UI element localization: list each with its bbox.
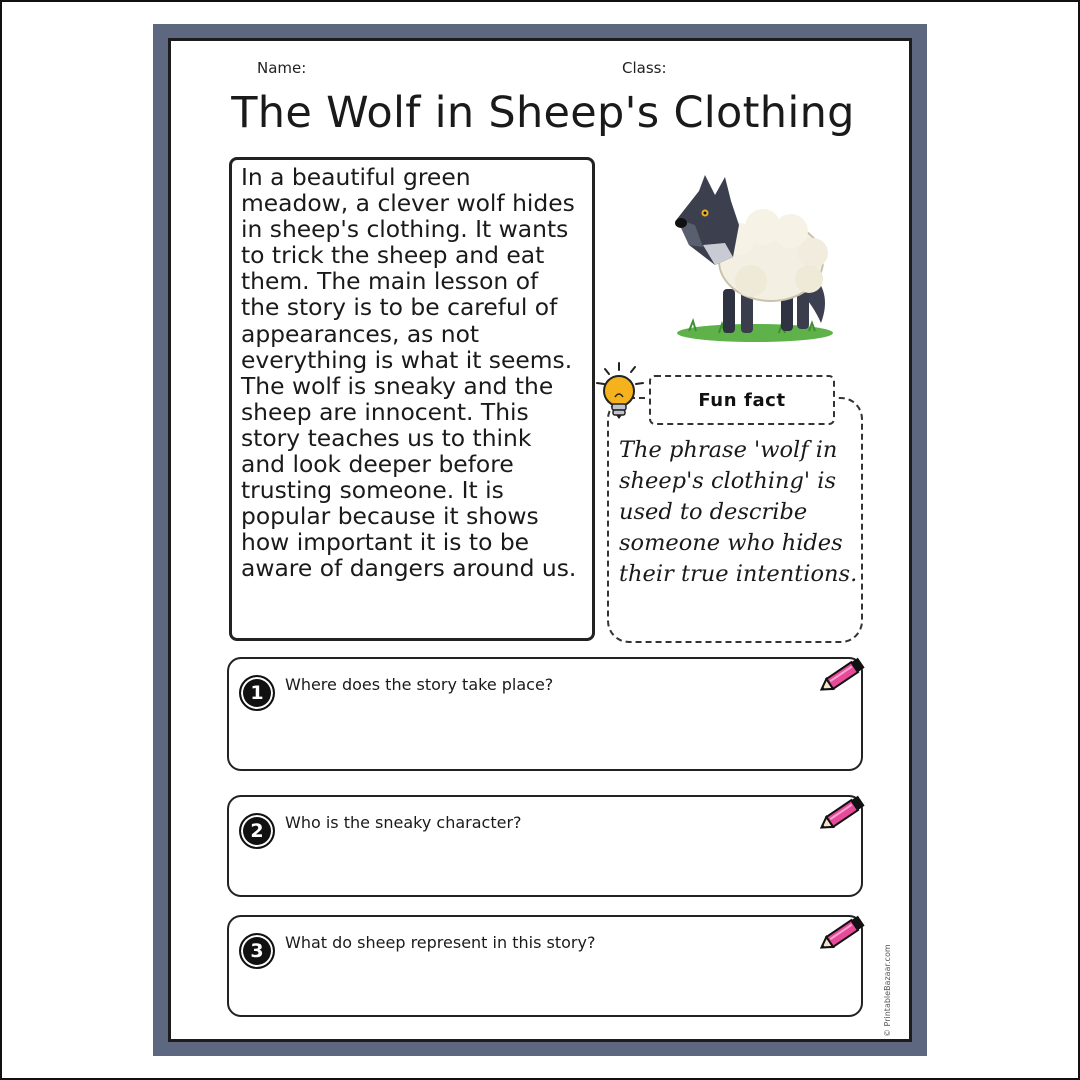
question-3-answer-box[interactable] [227,915,863,1017]
question-2-text: Who is the sneaky character? [285,813,522,832]
worksheet-page [168,38,912,1042]
question-number-badge: 3 [239,933,275,969]
fun-fact-tag: Fun fact [649,375,835,425]
question-number-badge: 2 [239,813,275,849]
reading-passage: In a beautiful green meadow, a clever wolf hides in sheep's clothing. It wants to trick the sheep and eat them. The main lesson of the story is to be careful of appearances, as not everything is what it seems. The wolf is sneaky and the sheep are innocent. This story teaches us to think and look deeper before trusting someone. It is popular because it shows how important it is to be aware of dangers around us. [229,157,595,641]
page-title: The Wolf in Sheep's Clothing [231,88,855,138]
question-number-badge: 1 [239,675,275,711]
pencil-icon [815,651,871,699]
pencil-icon [815,909,871,957]
question-1-text: Where does the story take place? [285,675,554,694]
name-label: Name: [257,59,307,77]
lightbulb-icon [595,361,647,423]
class-label: Class: [622,59,667,77]
credit-watermark: © PrintableBazaar.com [883,944,892,1037]
question-3-text: What do sheep represent in this story? [285,933,596,952]
question-1-answer-box[interactable] [227,657,863,771]
fun-fact-text: The phrase 'wolf in sheep's clothing' is used to describe someone who hides their true intentions. [619,437,858,587]
wolf-in-sheep-clothing-icon [659,161,839,351]
pencil-icon [815,789,871,837]
question-2-answer-box[interactable] [227,795,863,897]
